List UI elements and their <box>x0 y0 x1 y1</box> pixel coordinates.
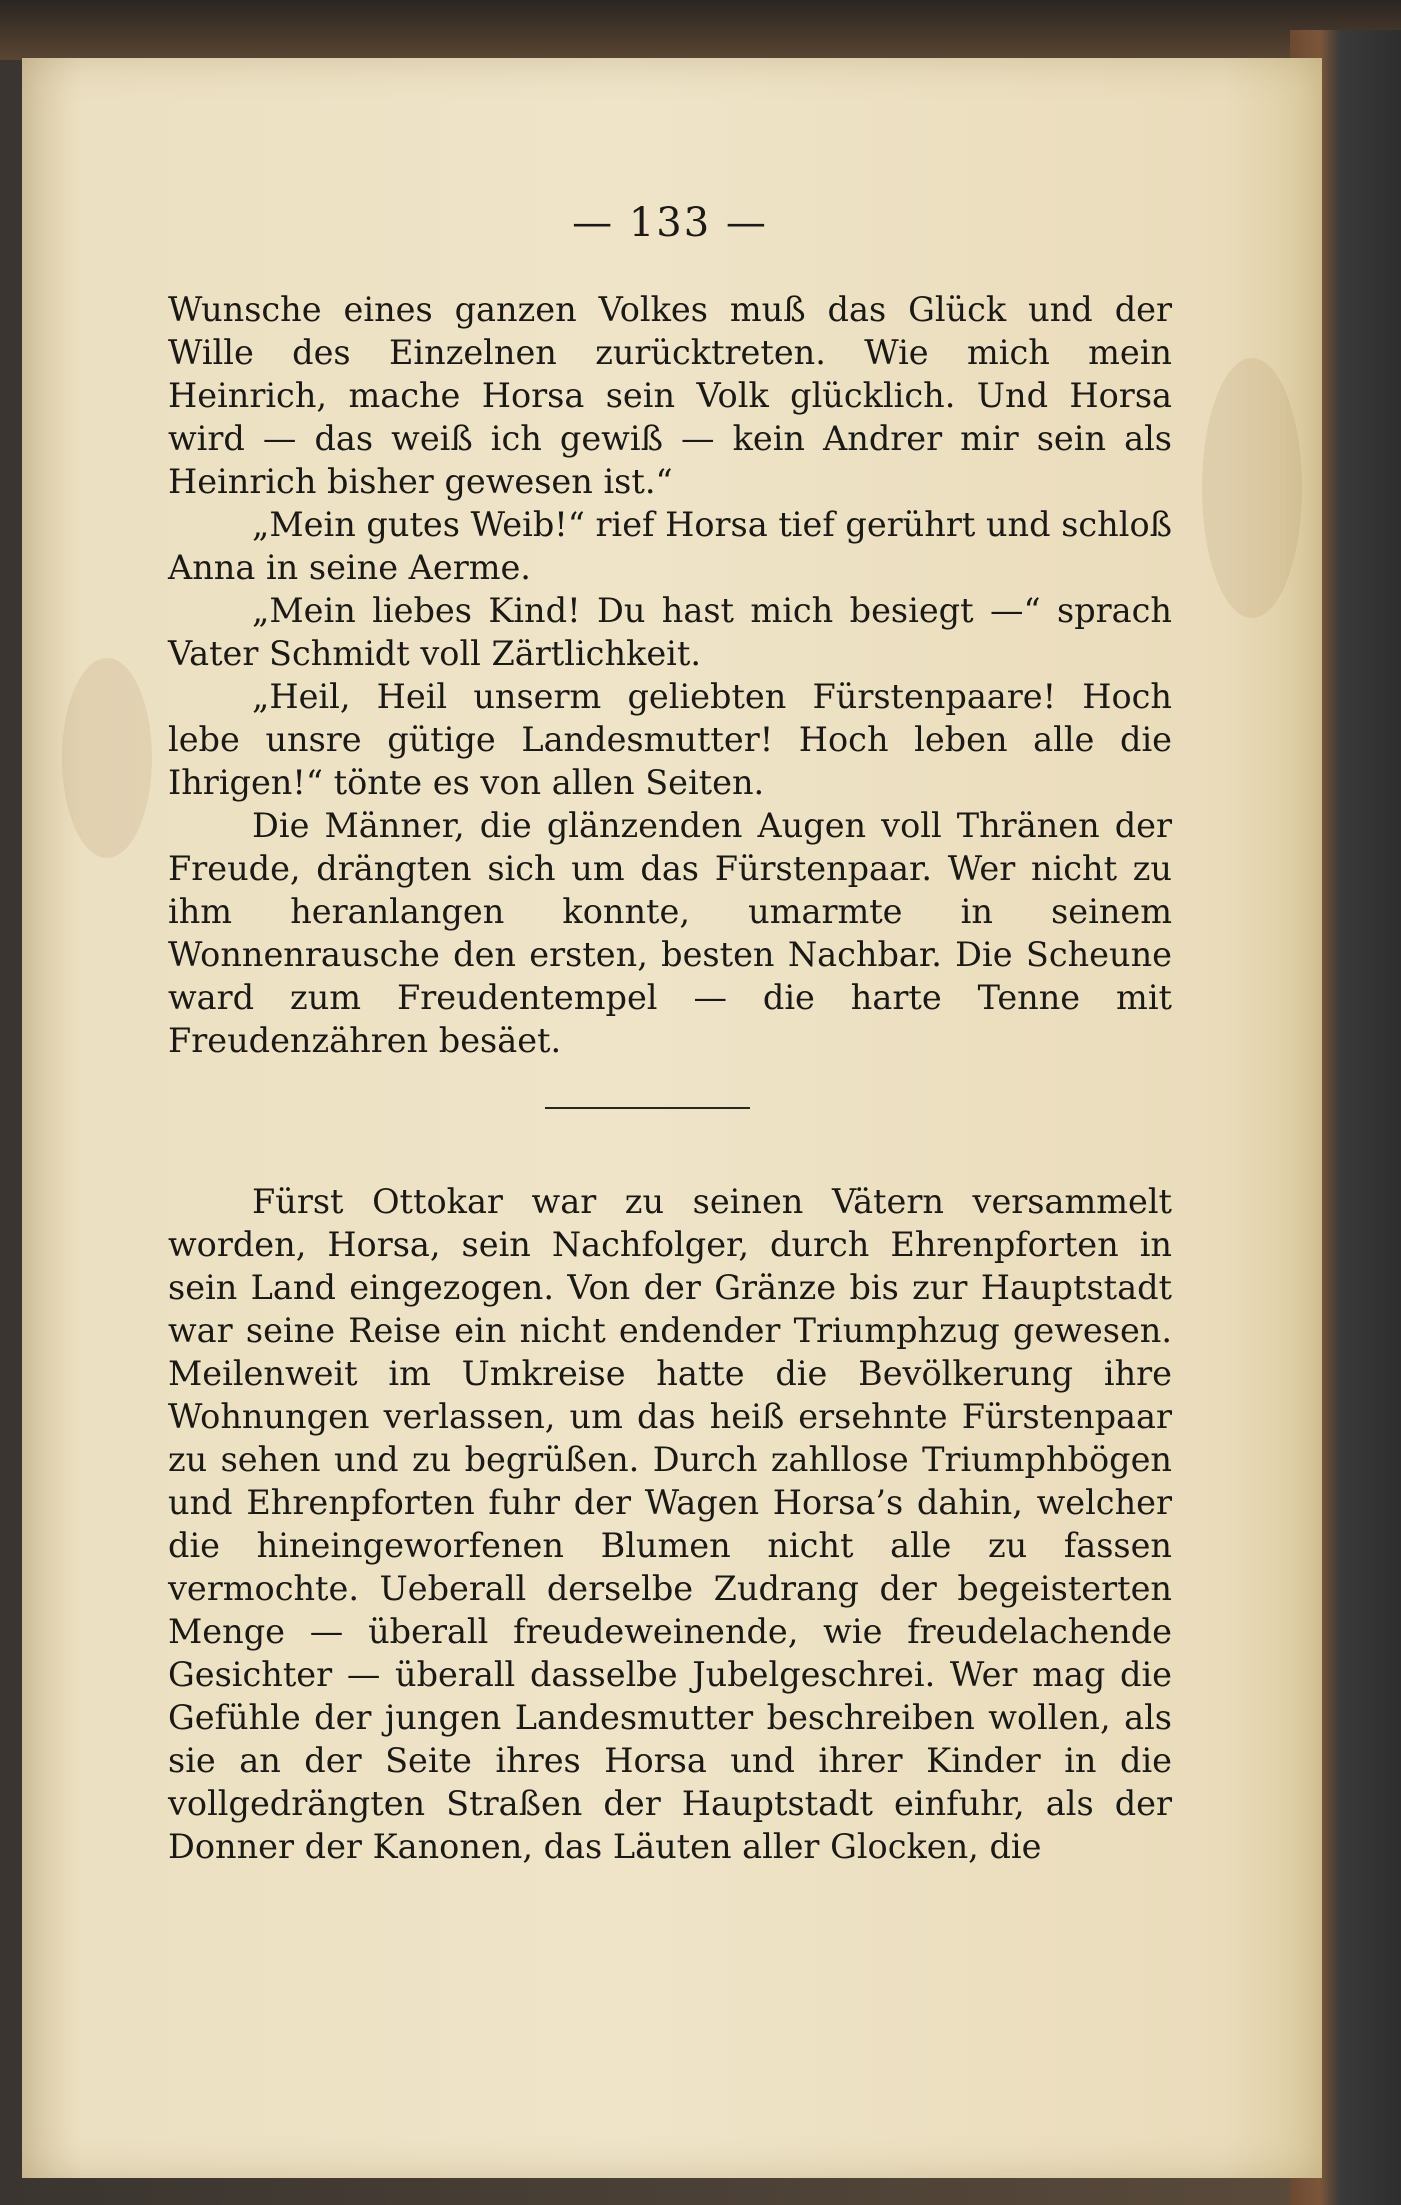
section-divider <box>545 1107 750 1109</box>
paragraph: „Mein liebes Kind! Du hast mich besiegt —“ sprach Vater Schmidt voll Zärtlichkeit. <box>168 591 1172 673</box>
text-section-1 <box>168 288 1172 1062</box>
book-cover-top-edge <box>0 0 1401 60</box>
page-number: — 133 — <box>572 200 768 246</box>
paragraph: Fürst Ottokar war zu seinen Vätern versammelt worden, Horsa, sein Nachfolger, durch Ehrenpforten in sein Land eingezogen. Von der Gränze bis zur Hauptstadt war seine Reise ein nicht endender Triumphzug gewesen. Meilenweit im Umkreise hatte die Bevölkerung ihre Wohnungen verlassen, um das heiß ersehnte Fürstenpaar zu sehen und zu begrüßen. Durch zahllose Triumphbögen und Ehrenpforten fuhr der Wagen Horsa’s dahin, welcher die hineingeworfenen Blumen nicht alle zu fassen vermochte. Ueberall derselbe Zudrang der begeisterten Menge — überall freudeweinende, wie freudelachende Gesichter — überall dasselbe Jubelgeschrei. Wer mag die Gefühle der jungen Landesmutter beschreiben wollen, als sie an der Seite ihres Horsa und ihrer Kinder in die vollgedrängten Straßen der Hauptstadt einfuhr, als der Donner der Kanonen, das Läuten aller Glocken, die <box>168 1182 1172 1866</box>
text-section-2 <box>168 1180 1172 1868</box>
paragraph: „Heil, Heil unserm geliebten Fürstenpaare! Hoch lebe unsre gütige Landesmutter! Hoch leben alle die Ihrigen!“ tönte es von allen Seiten. <box>168 677 1172 802</box>
paragraph: „Mein gutes Weib!“ rief Horsa tief gerührt und schloß Anna in seine Aerme. <box>168 505 1172 587</box>
paragraph: Wunsche eines ganzen Volkes muß das Glück und der Wille des Einzelnen zurücktreten. Wie mich mein Heinrich, mache Horsa sein Volk glücklich. Und Horsa wird — das weiß ich gewiß — kein Andrer mir sein als Heinrich bisher gewesen ist.“ <box>168 290 1172 501</box>
paragraph: Die Männer, die glänzenden Augen voll Thränen der Freude, drängten sich um das Fürstenpaar. Wer nicht zu ihm heranlangen konnte, umarmte in seinem Wonnenrausche den ersten, besten Nachbar. Die Scheune ward zum Freudentempel — die harte Tenne mit Freudenzähren besäet. <box>168 806 1172 1060</box>
paper-stain <box>62 658 152 858</box>
paper-stain <box>1202 358 1302 618</box>
